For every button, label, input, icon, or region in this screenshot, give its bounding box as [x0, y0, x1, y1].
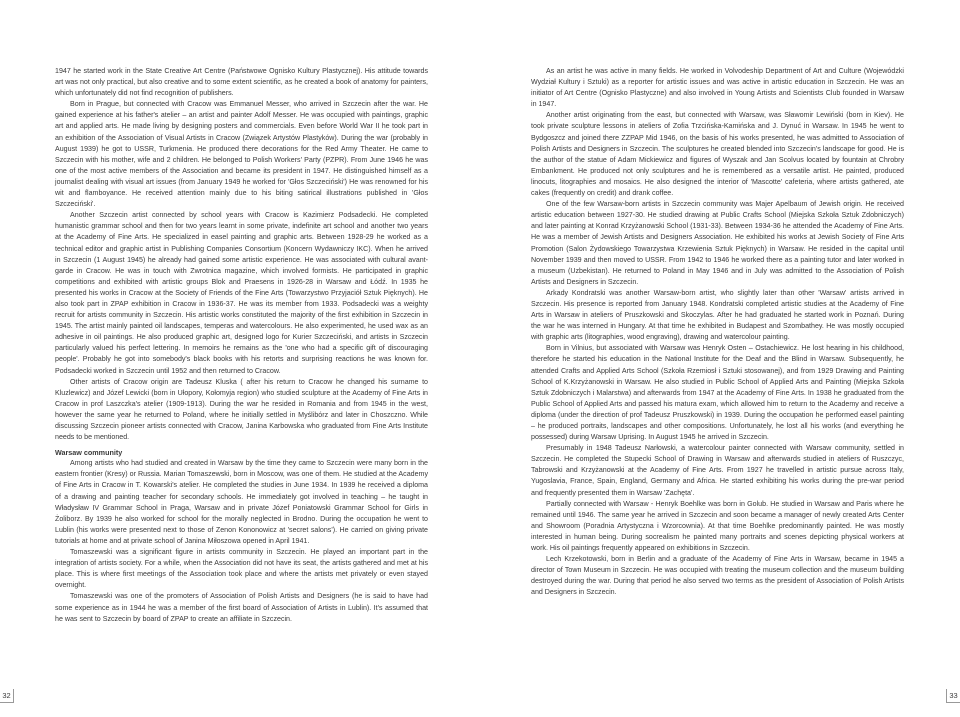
right-text-column [531, 66, 904, 599]
paragraph: Tomaszewski was a significant figure in artists community in Szczecin. He played an important part in the integration of artists society. For a while, when the Association did not have its seat, the artists gathered and met at his place. This is where first meetings of the Association took place and where the artists met privately or even stayed overnight. [55, 548, 428, 590]
paragraph: Presumably in 1948 Tadeusz Narłowski, a watercolour painter connected with Warsaw community, settled in Szczecin. He completed the Stupecki School of Drawing in Warsaw and afterwards studied in ateliers of Ruszczyc, Tabrowski and Krzyżanowski at the Academy of Fine Arts. From 1927 he travelled in artistic pursue across Italy, Yugoslavia, France, Spain, England, Germany and Africa. He started exhibiting his works during the pre-war period and frequently presented them in Warsaw 'Zachęta'. [531, 444, 904, 497]
page-number-left: 32 [0, 689, 14, 703]
paragraph: One of the few Warsaw-born artists in Szczecin community was Majer Apelbaum of Jewish origin. He received artistic education between 1927-30. He studied drawing at Public Crafts School (Miejska Szkoła Sztuk Zdobniczych) and later painting at Konrad Krzyżanowski School (1931-33). Between 1934-36 he attended the Academy of Fine Arts. He was a member of Jewish Artists and Designers Association. He exhibited his works at Jewish Society of Fine Arts Promotion (Salon Żydowskiego Towarzystwa Krzewienia Sztuk Pięknych) in Warsaw. He resided in the capital until November 1939 and then moved to USSR. From 1942 to 1946 he worked there as a painting tutor and later worked in a museum (Uzbekistan). He returned to Poland in May 1946 and in July was admitted to the Association of Polish Artists and Designers in Szczecin. [531, 200, 904, 286]
paragraph: Born in Prague, but connected with Cracow was Emmanuel Messer, who arrived in Szczecin after the war. He gained experience at his father's atelier – an artist and painter Adolf Messer. He was occupied with paintings, graphic art and applied arts. He made living by designing posters and commercials. Even before World War II he took part in an exhibition of the Association of Visual Artists in Cracow (Związek Artystów Plastyków). During the war (probably in August 1939) he got to USSR, Turkmenia. He produced there decorations for the Red Army Theater. He came to Szczecin with his mother, wife and 2 children. He belonged to Polish Workers' Party (PZPR). From June 1946 he was one of the most active members of the Association and became its president in 1947. He distinguished himself as a journalist dealing with visual art issues (from January 1949 he worked for 'Głos Szczeciński') He was renowned for his wit and flamboyance. He received attention mainly due to his biting satirical illustrations published in 'Głos Szczeciński'. [55, 100, 428, 209]
paragraph: As an artist he was active in many fields. He worked in Volvodeship Department of Art and Culture (Wojewódzki Wydział Kultury i Sztuki) as a reporter for artistic issues and was active in artistic education in Szczecin. He was an initiator of Art Centre (Ognisko Plastyczne) and also involved in Young Artists and Scientists Club founded in Warsaw in 1947. [531, 67, 904, 109]
paragraph: Among artists who had studied and created in Warsaw by the time they came to Szczecin were many born in the eastern frontier (Kresy) or Russia. Marian Tomaszewski, born in Moscow, was one of them. He studied at the Academy of Fine Arts in Cracow in T. Kowarski's atelier. He completed the studies in June 1934. In 1939 he received a diploma of a drawing and painting teacher for secondary schools. He immediately got involved in teaching – he taught in Władysław IV Grammar School in Praga, Warsaw and in private Józef Poniatowski Grammar School for Girls in Żoliborz. By 1939 he also worked for school for the morally neglected in Brodno. During the occupation he went to Lublin (his works were presented next to those of Zenon Kononowicz at 'secret salons'). He carried on giving private tutorials at home and at private school of Janina Miłoszowa opened in April 1941. [55, 459, 428, 545]
paragraph: Another artist originating from the east, but connected with Warsaw, was Sławomir Lewiński (born in Kiev). He took private sculpture lessons in ateliers of Zofia Trzcińska-Kamińska and J. Dynuć in Warsaw. In 1945 he went to Bydgoszcz and joined there ZZPAP Mid 1946, on the basis of his works presented, he was admitted to Association of Polish Artists and Designers in Szczecin. The sculptures he created blended into Szczecin's landscape for good. He is the author of the statue of Adam Mickiewicz and figures of Wyszak and Jan Scolvus located by fountain at Chrobry Embankment. He produced not only sculptures and he is remembered as a versatile artist. He painted, produced linocuts, litographies and mosaics. He also designed the interior of 'Mascotte' cafeteria, where artists gathered, ate cakes (frequently on credit) and drank coffee. [531, 111, 904, 198]
page-number-right: 33 [946, 689, 960, 703]
left-text-column [55, 66, 428, 625]
paragraph: Lech Krzekotowski, born in Berlin and a graduate of the Academy of Fine Arts in Warsaw, became in 1945 a director of Town Museum in Szczecin. He was occupied with treating the museum collection and the museum building destroyed during the war. During that period he also served two terms as the president of Association of Polish Artists and Designers in Szczecin. [531, 555, 904, 597]
paragraph: 1947 he started work in the State Creative Art Centre (Państwowe Ognisko Kultury Plastycznej). His attitude towards art was not only practical, but also creative and to some extent scientific, as he created a book of anatomy for painters, which unfortunately did not find recognition of publishers. [55, 67, 428, 98]
paragraph: Tomaszewski was one of the promoters of Association of Polish Artists and Designers (he is said to have had some experience as in 1944 he was a member of the first board of Association of Artists in Lublin). It's assumed that he was sent to Szczecin by board of ZPAP to create an affiliate in Szczecin. [55, 592, 428, 623]
section-heading-warsaw: Warsaw community [55, 448, 123, 458]
paragraph: Another Szczecin artist connected by school years with Cracow is Kazimierz Podsadecki. He completed humanistic grammar school and then for two years learnt in some private, indefinite art school and another two years at the Academy of Fine Arts. He specialized in easel painting and graphic arts. Between 1928-29 he worked as a technical editor and graphic artist in Publishing Companies Consortium (Koncern Wydawniczy IKC). When he arrived in Szczecin (1 August 1945) he already had gained some artistic experience. He was associated with cultural avant-garde in Cracow. He was in touch with Zwrotnica magazine, which involved formists. He participated in graphic competitions and exhibited with artistic groups Blok and Praesens in 1926-28 in Warsaw and Łódź. In 1935 he presented his works in Cracow at the Society of Friends of the Fine Arts (Towarzystwo Przyjaciół Sztuk Pięknych). He also took part in ZPAP exhibition in Cracow in 1936-37. He was its member from 1933. Podsadecki was a weighty recruit for artists community in Szczecin. His artistic works constituted the majority of the first exhibition in Szczecin in 1945. The artist mainly painted oil landscapes, temperas and watercolours. He also experimented, he used wax as an adhesive in oil paintings. He also produced graphic art, designed logo for Kurier Szczeciński, and artists in Szczecin particularly valued his perfect lettering. In memoirs he remains as the 'one who had a specific gift of discouraging people'. Probably he got into somebody's black books with his retorts and surprising reactions he was known for. Podsadecki worked in Szczecin until 1952 and then returned to Cracow. [55, 211, 428, 375]
paragraph: Born in Vilnius, but associated with Warsaw was Henryk Osten – Ostachiewicz. He lost hearing in his childhood, therefore he started his education in the National Institute for the Deaf and the Blind in Warsaw. Subsequently, he attended Crafts and Applied Arts School (Szkoła Rzemiosł i Sztuki stosowanej), and from 1929 Drawing and Painting School of K.Krzyżanowski in Warsaw. He also studied in Public School of Applied Arts and Painting (Miejska Szkoła Sztuk Zdobniczych i Malarstwa) and afterwards from 1947 at the Academy of Fine Arts. In 1938 he graduated from the Public School of Applied Arts and passed his matura exam, which allowed him to return to the Academy and receive a diploma (under the direction of prof Tadeusz Pruszkowski) in 1939. During the occupation he performed easel painting – he produced portraits, landscapes and other compositions. Unfortunately, he lost all his works (and everything he possessed) during Warsaw Uprising. In August 1945 he arrived in Szczecin. [531, 344, 904, 442]
paragraph: Other artists of Cracow origin are Tadeusz Kluska ( after his return to Cracow he changed his surname to Kluzlewicz) and Józef Lewicki (born in Ułopory, Kołomyja region) who studied sculpture at the Academy of Fine Arts in Cracow in prof Laszczka's atelier (1909-1913). During the war he resided in Romania and from 1945 in the west, however the same year he returned to Poland, where he initially settled in Myślibórz and later in Choszczno. While discussing Szczecin pioneer artists connected with Cracow, Janina Karbowska who graduated from Fine Arts Institute needs to be mentioned. [55, 377, 428, 442]
paragraph: Arkady Kondratski was another Warsaw-born artist, who slightly later than other 'Warsaw' artists arrived in Szczecin. His presence is reported from January 1948. Kondratski completed artistic studies at the Academy of Fine Arts in Warsaw in ateliers of Pruszkowski and Skoczylas. After he had graduated he started work in Poznań. During the war he was interned in Hungary. At that time he exhibited in Budapest and Szombathey. He was mostly occupied with graphic arts (litographies, wood engraving), drawing and watercolour painting. [531, 288, 904, 342]
paragraph: Partially connected with Warsaw - Henryk Boehlke was born in Golub. He studied in Warsaw and Paris where he remained until 1946. The same year he arrived in Szczecin and soon became a manager of newly created Arts Center and Showroom (Poradnia Artystyczna i Wzorcownia). At that time Boehlke predominantly painted. He was mostly interested in human being. During socrealism he painted many portraits and scenes depicting physical workers at work. His oil paintings frequently appeared on exhibitions in Szczecin. [531, 499, 904, 553]
